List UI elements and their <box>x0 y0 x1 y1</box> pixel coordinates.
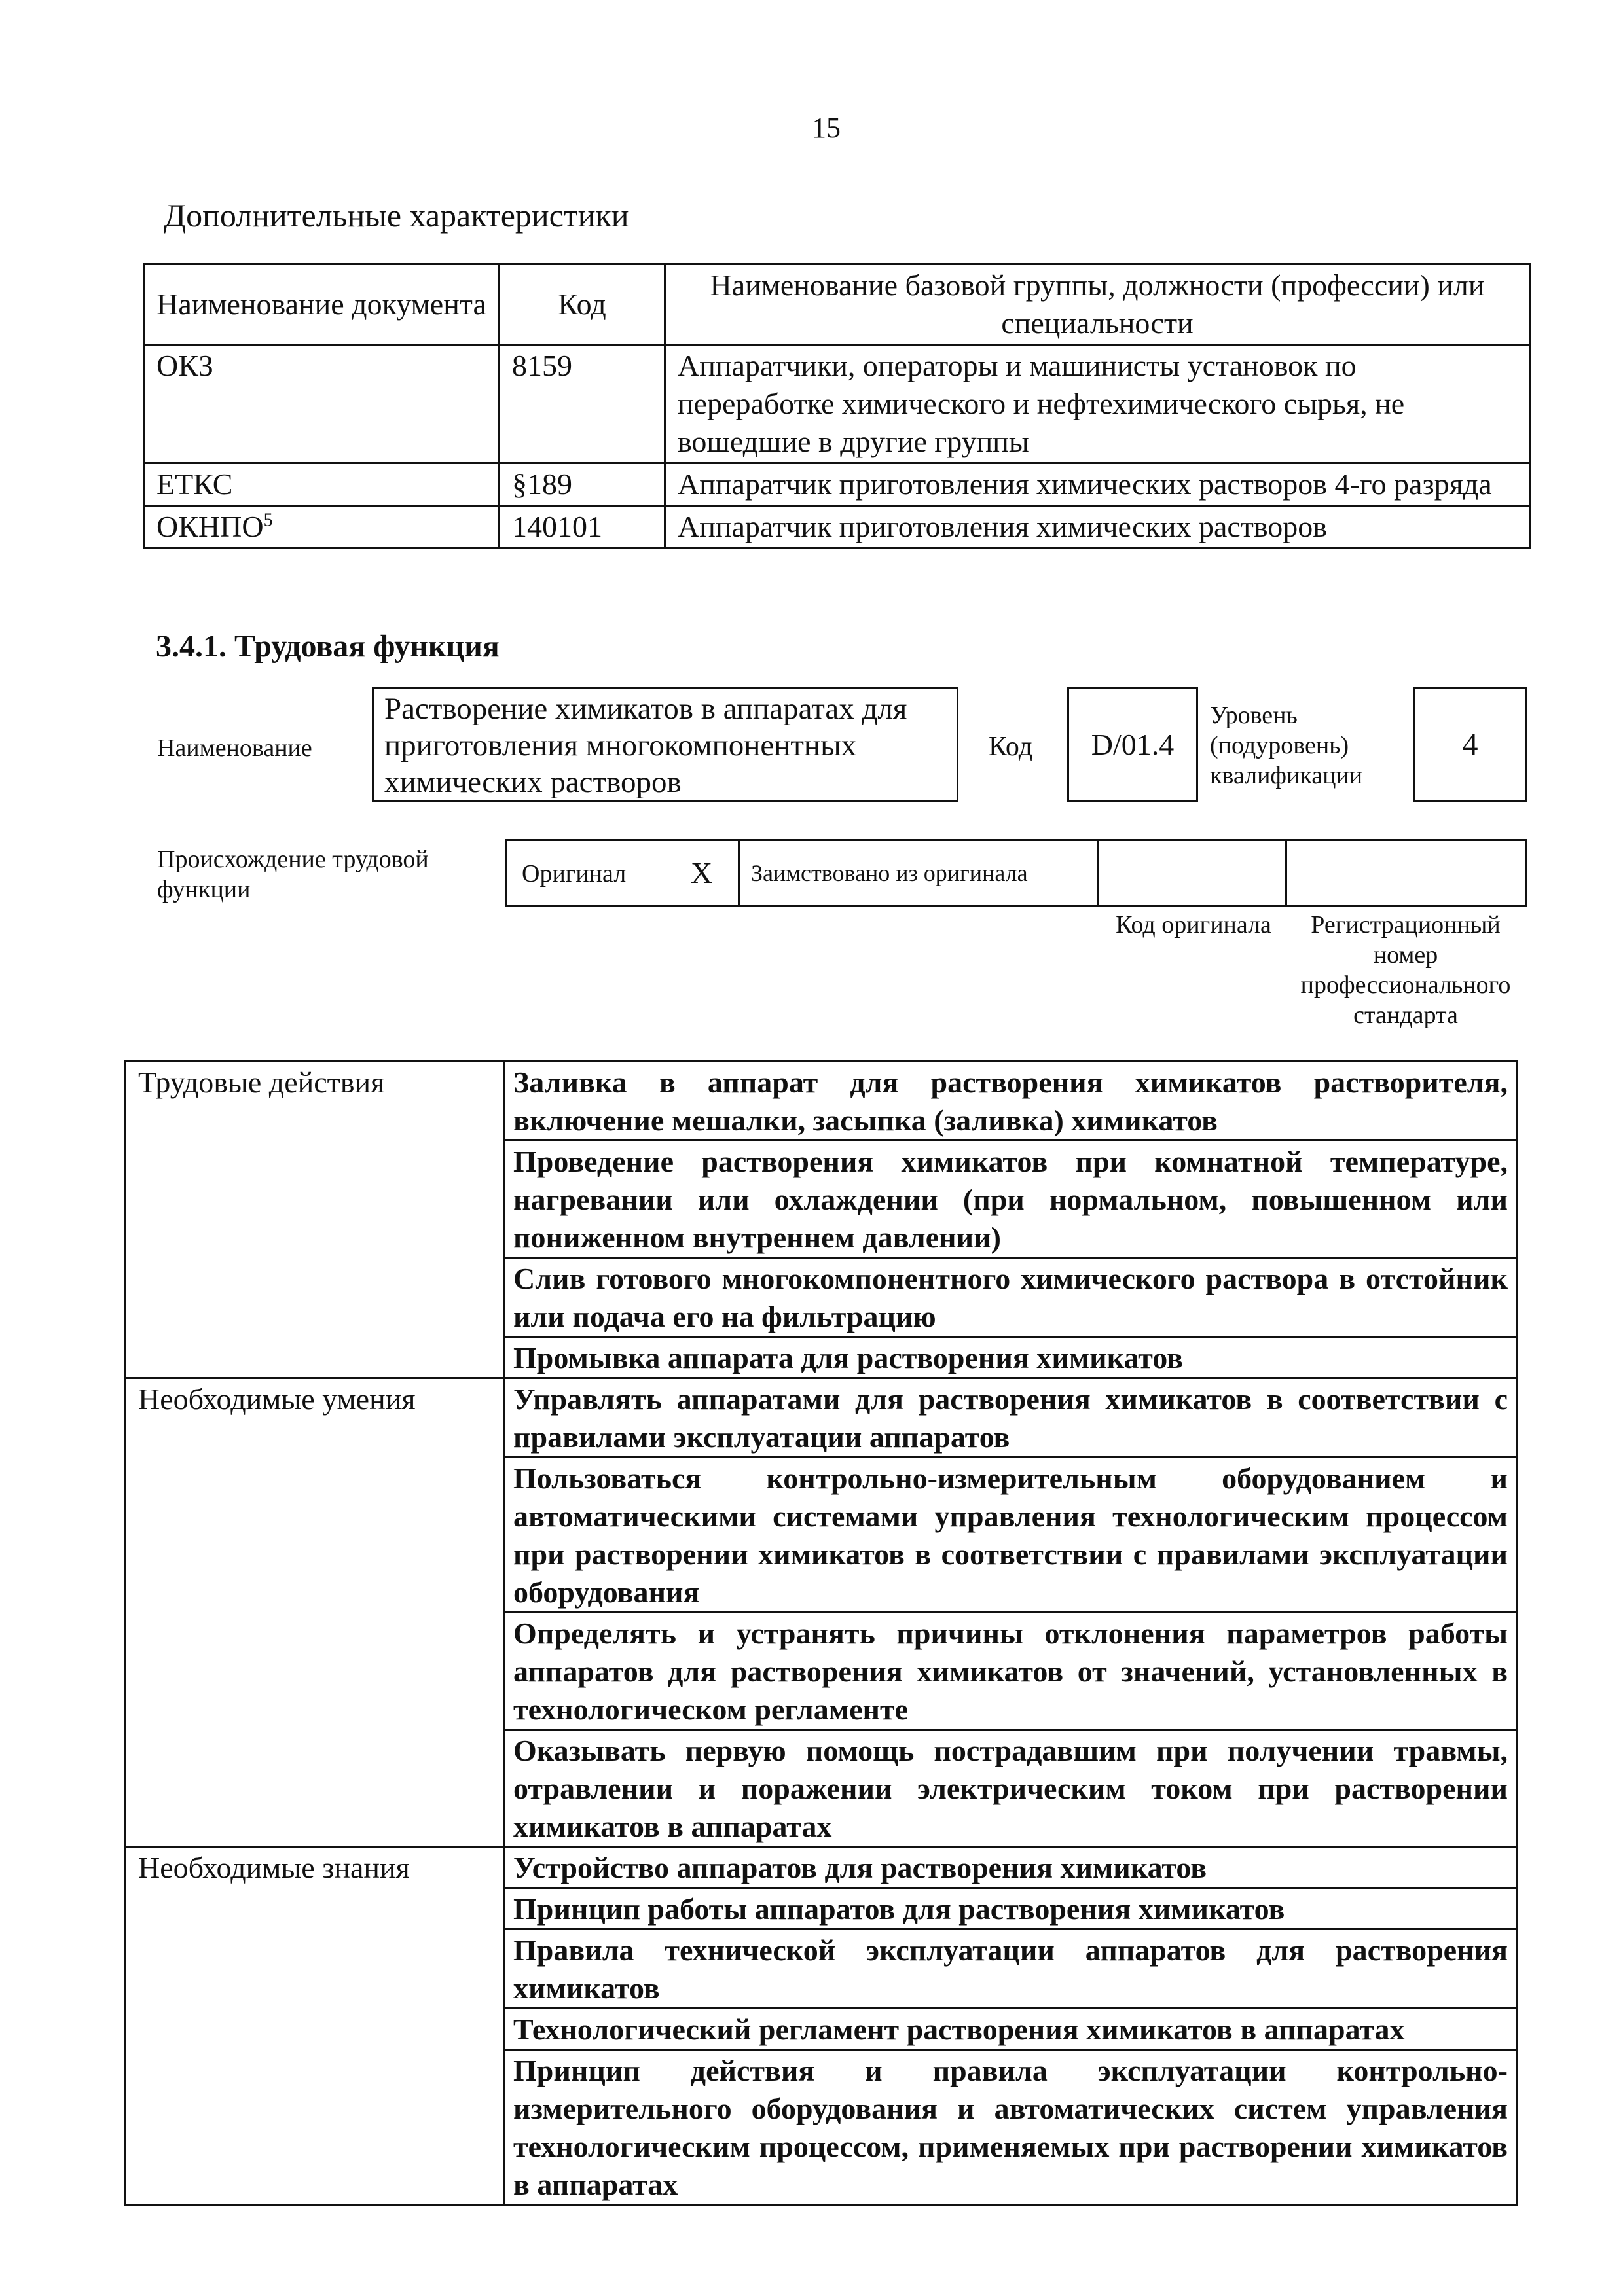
function-code-box: D/01.4 <box>1067 687 1198 802</box>
table-row <box>144 506 1530 548</box>
characteristics-table <box>143 263 1531 549</box>
list-item: Оказывать первую помощь пострадавшим при получении травмы, отравлении и поражении электрическим током при растворении химикатов в аппаратах <box>505 1730 1517 1847</box>
original-label: Оригинал <box>522 860 627 888</box>
labour-function-table <box>124 1060 1518 2206</box>
code-cell: 140101 <box>500 506 665 548</box>
original-code-caption: Код оригинала <box>1116 911 1271 939</box>
origin-box <box>505 839 1527 907</box>
table-row <box>126 1062 1517 1141</box>
borrowed-label: Заимствовано из оригинала <box>751 860 1028 886</box>
list-item: Управлять аппаратами для растворения химикатов в соответствии с правилами эксплуатации аппаратов <box>505 1378 1517 1458</box>
table-row <box>144 463 1530 506</box>
name-label: Наименование <box>157 734 312 762</box>
function-name-box: Растворение химикатов в аппаратах для приготовления многокомпонентных химических растворов <box>372 687 958 802</box>
column-header-code: Код <box>500 264 665 345</box>
column-header-document: Наименование документа <box>144 264 500 345</box>
list-item: Технологический регламент растворения химикатов в аппаратах <box>505 2009 1517 2050</box>
level-label: Уровень (подуровень) квалификации <box>1210 702 1363 789</box>
page-number: 15 <box>812 112 841 144</box>
original-mark: X <box>691 856 713 889</box>
code-cell: §189 <box>500 463 665 506</box>
document-cell <box>144 506 500 548</box>
footnote-marker: 5 <box>263 510 273 531</box>
origin-label: Происхождение трудовой функции <box>157 846 429 903</box>
code-label: Код <box>989 732 1033 762</box>
list-item: Промывка аппарата для растворения химикатов <box>505 1337 1517 1378</box>
document-name: ОКНПО <box>156 510 264 543</box>
list-item: Принцип работы аппаратов для растворения химикатов <box>505 1888 1517 1929</box>
list-item: Определять и устранять причины отклонения параметров работы аппаратов для растворения химикатов от значений, установленных в технологическом регламенте <box>505 1613 1517 1730</box>
list-item: Слив готового многокомпонентного химического раствора в отстойник или подача его на фильтрацию <box>505 1258 1517 1337</box>
list-item: Пользоваться контрольно-измерительным оборудованием и автоматическими системами управления технологическим процессом при растворении химикатов в соответствии с правилами эксплуатации оборудования <box>505 1458 1517 1613</box>
divider <box>1097 841 1099 905</box>
list-item: Проведение растворения химикатов при комнатной температуре, нагревании или охлаждении (при нормальном, повышенном или пониженном внутреннем давлении) <box>505 1141 1517 1258</box>
section-label-knowledge: Необходимые знания <box>126 1847 505 2205</box>
list-item: Устройство аппаратов для растворения химикатов <box>505 1847 1517 1888</box>
divider <box>738 841 740 905</box>
registration-number-caption: Регистрационный номер профессионального стандарта <box>1300 911 1511 1029</box>
name-cell: Аппаратчик приготовления химических растворов 4-го разряда <box>665 463 1530 506</box>
section-title: Дополнительные характеристики <box>164 197 629 234</box>
document-cell: ОКЗ <box>144 345 500 463</box>
table-row <box>126 1378 1517 1458</box>
code-cell: 8159 <box>500 345 665 463</box>
section-label-skills: Необходимые умения <box>126 1378 505 1847</box>
document-cell: ЕТКС <box>144 463 500 506</box>
name-cell: Аппаратчик приготовления химических растворов <box>665 506 1530 548</box>
level-box: 4 <box>1413 687 1527 802</box>
table-row <box>144 345 1530 463</box>
name-cell: Аппаратчики, операторы и машинисты установок по переработке химического и нефтехимического сырья, не вошедшие в другие группы <box>665 345 1530 463</box>
table-row <box>126 1847 1517 1888</box>
list-item: Принцип действия и правила эксплуатации контрольно-измерительного оборудования и автоматических систем управления технологическим процессом, применяемых при растворении химикатов в аппаратах <box>505 2050 1517 2205</box>
column-header-name: Наименование базовой группы, должности (профессии) или специальности <box>665 264 1530 345</box>
section-label-actions: Трудовые действия <box>126 1062 505 1378</box>
function-title: 3.4.1. Трудовая функция <box>156 629 500 664</box>
list-item: Правила технической эксплуатации аппаратов для растворения химикатов <box>505 1929 1517 2009</box>
list-item: Заливка в аппарат для растворения химикатов растворителя, включение мешалки, засыпка (заливка) химикатов <box>505 1062 1517 1141</box>
divider <box>1285 841 1287 905</box>
table-header-row <box>144 264 1530 345</box>
